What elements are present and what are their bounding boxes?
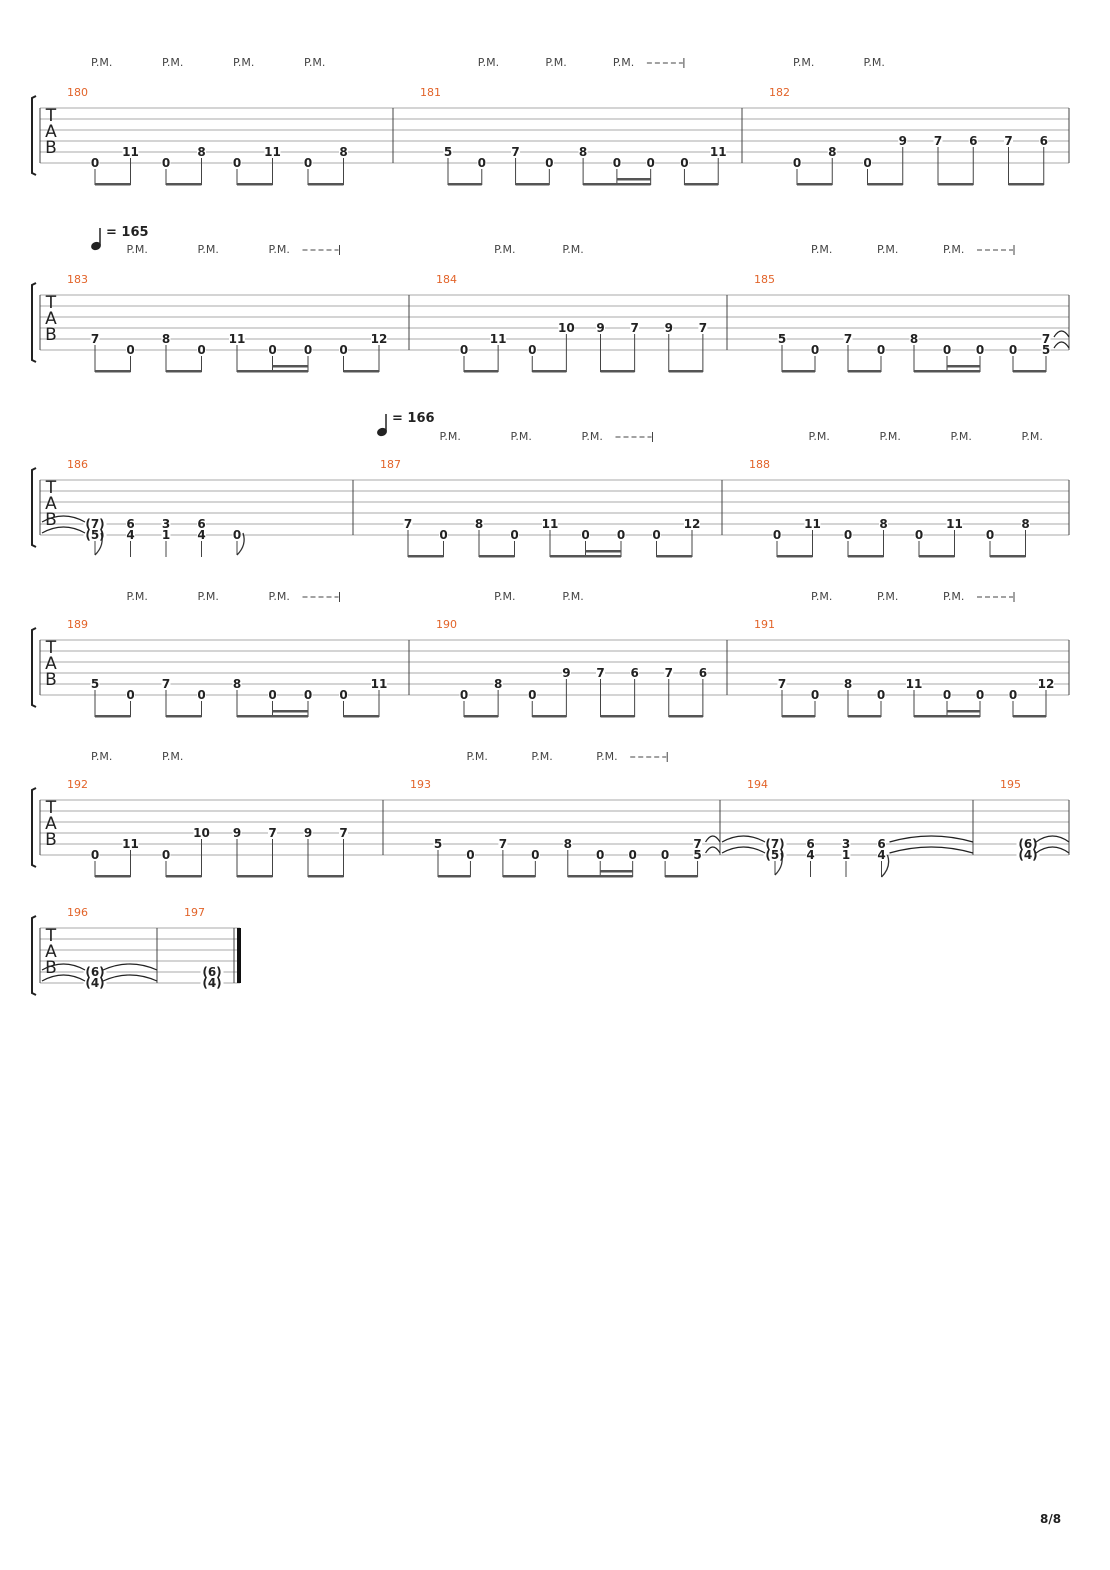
tab-clef-letter: T [45,926,57,946]
fret-number: 0 [531,848,540,862]
fret-number: 0 [810,343,820,357]
palm-mute-label: P.M. [91,750,113,763]
note-beam [550,555,621,558]
tie-out [706,847,720,853]
fret-number: 8 [474,517,484,531]
fret-number: 11 [489,332,507,346]
tab-clef-letter: A [45,309,57,329]
measure-number: 184 [436,273,457,286]
palm-mute-label: P.M. [877,243,899,256]
palm-mute-label: P.M. [943,243,965,256]
fret-number: 1 [841,848,851,862]
fret-number: 3 [161,517,171,531]
tie-out [706,836,720,842]
fret-number: 7 [933,134,943,148]
fret-number: 0 [985,528,995,542]
system-bracket [32,916,36,995]
note-beam [669,715,703,718]
note-beam [166,183,202,186]
palm-mute-label: P.M. [612,56,635,69]
fret-number: 0 [126,688,135,702]
palm-mute-label: P.M. [531,750,553,763]
note-beam [532,715,566,718]
system-bracket [32,788,36,867]
note-beam [516,183,550,186]
fret-number: 0 [975,343,985,357]
tab-clef-letter: A [45,122,57,142]
note-beam [95,715,131,718]
fret-number: 11 [541,517,559,531]
measure-number: 189 [67,618,88,631]
fret-number: 11 [264,145,281,159]
fret-number: 1 [161,528,171,542]
palm-mute-label: P.M. [950,430,972,443]
system-2 [32,228,1069,373]
fret-number: 9 [898,134,907,148]
palm-mute-label: P.M. [811,243,833,256]
fret-number: 11 [370,677,388,691]
fret-number: 7 [630,321,639,335]
note-beam [601,715,635,718]
fret-number: 7 [693,837,702,851]
tab-clef-letter: B [45,138,57,158]
measure-number: 195 [1000,778,1021,791]
fret-number: 0 [477,156,486,170]
fret-number: 6 [877,837,886,851]
palm-mute-label: P.M. [596,750,618,763]
fret-number: 5 [433,837,443,851]
fret-number: 12 [370,332,388,346]
palm-mute-label: P.M. [268,590,290,603]
fret-number: 0 [528,343,537,357]
note-beam [665,875,697,878]
fret-number: 10 [558,321,575,335]
fret-number: 9 [596,321,605,335]
tab-clef-letter: A [45,494,57,514]
fret-number: 0 [459,343,469,357]
fret-number: 0 [90,848,100,862]
measure-number: 193 [410,778,431,791]
note-beam [617,178,651,181]
fret-number: 6 [197,517,206,531]
tab-clef-letter: T [45,106,57,126]
palm-mute-label: P.M. [126,243,148,256]
note-beam [503,875,535,878]
fret-number: 8 [909,332,919,346]
fret-number: 0 [792,156,802,170]
note-beam [684,183,718,186]
palm-mute-label: P.M. [793,56,815,69]
fret-number: 8 [339,145,348,159]
fret-number: 0 [975,688,985,702]
fret-number: 0 [339,688,348,702]
note-beam [95,370,131,373]
note-beam [1013,370,1046,373]
fret-number: 9 [562,666,571,680]
palm-mute-label: P.M. [562,243,584,256]
tie-out [1054,342,1069,348]
palm-mute-label: P.M. [439,430,461,443]
fret-number: 0 [876,343,886,357]
note-beam [782,370,815,373]
fret-number: 0 [232,156,242,170]
tie-out [1036,847,1069,853]
fret-number: 7 [596,666,605,680]
fret-number: 0 [459,688,469,702]
fret-number: 8 [493,677,503,691]
note-beam [914,715,980,718]
fret-number: 4 [197,528,206,542]
tie-out [890,847,974,853]
fret-number: 0 [612,156,622,170]
fret-number: 9 [232,826,242,840]
palm-mute-label: P.M. [877,590,899,603]
note-beam [308,183,344,186]
tempo-marking: = 165 [106,225,149,240]
palm-mute-label: P.M. [879,430,901,443]
fret-number: 7 [1041,332,1051,346]
palm-mute-label: P.M. [510,430,532,443]
note-beam [464,715,498,718]
fret-number: 8 [828,145,837,159]
tab-clef-letter: B [45,510,57,530]
fret-number: 11 [804,517,821,531]
fret-number: 0 [876,688,886,702]
fret-number: 0 [303,688,313,702]
measure-number: 190 [436,618,457,631]
fret-number: 0 [303,156,313,170]
measure-number: 181 [420,86,441,99]
fret-number: 8 [578,145,588,159]
note-beam [438,875,470,878]
tie-out [1054,331,1069,337]
fret-number: 6 [969,134,978,148]
palm-mute-label: P.M. [126,590,148,603]
note-beam [1009,183,1044,186]
fret-number: 7 [843,332,853,346]
fret-number: 7 [268,826,277,840]
measure-number: 186 [67,458,88,471]
note-beam [1013,715,1046,718]
page-number: 8/8 [1040,1512,1062,1526]
palm-mute-label: P.M. [811,590,833,603]
palm-mute-label: P.M. [808,430,830,443]
fret-number: 0 [339,343,348,357]
fret-number: 0 [596,848,605,862]
fret-number: 12 [683,517,701,531]
note-beam [600,870,632,873]
system-bracket [32,628,36,707]
fret-number: 0 [90,156,100,170]
palm-mute-label: P.M. [162,56,184,69]
final-barline-thick [237,928,241,983]
fret-number: 0 [914,528,924,542]
fret-number: (6) [1018,837,1038,851]
fret-number: 0 [197,688,206,702]
system-4 [32,592,1069,718]
fret-number: 0 [126,343,135,357]
tab-clef-letter: A [45,942,57,962]
system-3 [32,414,1069,558]
fret-number: 5 [693,848,702,862]
note-beam [273,710,309,713]
fret-number: 5 [777,332,787,346]
fret-number: 11 [228,332,246,346]
fret-number: 7 [698,321,708,335]
fret-number: 6 [630,666,639,680]
note-beam [848,715,881,718]
fret-number: (4) [85,976,105,990]
measure-number: 197 [184,906,205,919]
system-bracket [32,468,36,547]
fret-number: 9 [664,321,673,335]
tab-clef-letter: B [45,830,57,850]
note-beam [777,555,813,558]
palm-mute-label: P.M. [581,430,603,443]
note-beam [583,183,651,186]
note-beam [947,710,980,713]
note-beam [166,370,202,373]
system-bracket [32,283,36,362]
measure-number: 182 [769,86,790,99]
measure-number: 194 [747,778,768,791]
palm-mute-label: P.M. [197,590,219,603]
fret-number: 0 [232,528,242,542]
tab-clef-letter: A [45,814,57,834]
fret-number: (5) [85,528,105,542]
palm-mute-label: P.M. [1021,430,1043,443]
palm-mute-label: P.M. [863,56,885,69]
fret-number: 0 [942,343,952,357]
measure-number: 183 [67,273,88,286]
note-beam [344,715,380,718]
palm-mute-label: P.M. [91,56,113,69]
note-beam [273,365,309,368]
fret-number: (7) [765,837,785,851]
fret-number: 6 [806,837,815,851]
fret-number: (4) [1018,848,1038,862]
fret-number: 7 [498,837,508,851]
palm-mute-label: P.M. [268,243,290,256]
palm-mute-label: P.M. [233,56,255,69]
fret-number: 8 [563,837,572,851]
fret-number: 0 [628,848,637,862]
measure-number: 187 [380,458,401,471]
fret-number: 7 [339,826,348,840]
fret-number: 11 [122,145,139,159]
note-beam [601,370,635,373]
fret-number: 4 [877,848,886,862]
fret-number: 12 [1037,677,1055,691]
note-beam [166,875,202,878]
note-beam [408,555,444,558]
tie-out [890,836,974,842]
fret-number: 7 [90,332,100,346]
fret-number: 0 [843,528,853,542]
tie-in [722,836,765,842]
palm-mute-label: P.M. [162,750,184,763]
fret-number: 0 [510,528,519,542]
fret-number: 4 [126,528,135,542]
note-beam [308,875,344,878]
fret-number: 0 [303,343,313,357]
measure-number: 192 [67,778,88,791]
palm-mute-label: P.M. [545,56,567,69]
note-beam [237,370,308,373]
palm-mute-label: P.M. [477,56,500,69]
fret-number: 7 [664,666,673,680]
system-5 [32,752,1069,878]
palm-mute-label: P.M. [197,243,219,256]
tab-clef-letter: T [45,478,57,498]
palm-mute-label: P.M. [943,590,965,603]
palm-mute-label: P.M. [494,590,516,603]
fret-number: 0 [161,848,171,862]
note-beam [782,715,815,718]
tab-clef-letter: T [45,798,57,818]
fret-number: 6 [698,666,708,680]
fret-number: 6 [1039,134,1048,148]
fret-number: (7) [85,517,105,531]
note-beam [848,370,881,373]
note-beam [237,875,273,878]
measure-number: 196 [67,906,88,919]
fret-number: 5 [443,145,453,159]
fret-number: 4 [806,848,815,862]
note-beam [797,183,832,186]
note-beam [166,715,202,718]
fret-number: 0 [581,528,590,542]
fret-number: 0 [660,848,670,862]
fret-number: 7 [777,677,787,691]
palm-mute-label: P.M. [494,243,516,256]
fret-number: 0 [439,528,448,542]
fret-number: 7 [161,677,171,691]
note-beam [669,370,703,373]
note-beam [448,183,482,186]
fret-number: 0 [268,343,277,357]
tab-clef-letter: B [45,958,57,978]
fret-number: 0 [545,156,554,170]
measure-number: 180 [67,86,88,99]
fret-number: 0 [161,156,171,170]
fret-number: 10 [193,826,210,840]
fret-number: (6) [85,965,105,979]
fret-number: 8 [232,677,242,691]
note-beam [479,555,515,558]
tie-out [1036,836,1069,842]
fret-number: 3 [841,837,851,851]
fret-number: 11 [122,837,139,851]
fret-number: 7 [403,517,413,531]
fret-number: 9 [303,826,313,840]
measure-number: 185 [754,273,775,286]
fret-number: 0 [646,156,655,170]
note-beam [237,715,308,718]
note-beam [464,370,498,373]
fret-number: 0 [810,688,820,702]
fret-number: 11 [946,517,963,531]
fret-number: 0 [528,688,537,702]
note-beam [532,370,566,373]
fret-number: 8 [1021,517,1030,531]
fret-number: 0 [466,848,475,862]
note-beam [947,365,980,368]
fret-number: 0 [652,528,661,542]
note-beam [344,370,380,373]
tie-out [103,964,157,970]
fret-number: 8 [161,332,171,346]
fret-number: 0 [1008,343,1018,357]
note-beam [848,555,884,558]
note-beam [95,875,131,878]
fret-number: 6 [126,517,135,531]
fret-number: 0 [863,156,872,170]
fret-number: 8 [879,517,888,531]
note-beam [914,370,980,373]
fret-number: 11 [709,145,727,159]
tie-out [103,975,157,981]
fret-number: 0 [680,156,689,170]
note-beam [586,550,622,553]
tie-in [722,847,765,853]
palm-mute-label: P.M. [562,590,584,603]
note-beam [657,555,693,558]
measure-number: 191 [754,618,775,631]
fret-number: 0 [942,688,952,702]
palm-mute-label: P.M. [304,56,326,69]
fret-number: 0 [1008,688,1018,702]
fret-number: (5) [765,848,785,862]
note-beam [919,555,955,558]
fret-number: 11 [905,677,923,691]
tab-clef-letter: B [45,670,57,690]
fret-number: 5 [90,677,100,691]
note-beam [990,555,1026,558]
fret-number: 0 [197,343,206,357]
fret-number: 7 [1004,134,1013,148]
system-bracket [32,96,36,175]
note-beam [868,183,903,186]
note-beam [95,183,131,186]
tab-clef-letter: B [45,325,57,345]
tab-clef-letter: T [45,293,57,313]
tempo-marking: = 166 [392,411,435,426]
fret-number: 8 [197,145,206,159]
palm-mute-label: P.M. [466,750,488,763]
fret-number: (4) [202,976,222,990]
note-beam [237,183,273,186]
tab-clef-letter: T [45,638,57,658]
fret-number: (6) [202,965,222,979]
note-beam [938,183,973,186]
tab-clef-letter: A [45,654,57,674]
fret-number: 7 [511,145,520,159]
fret-number: 0 [772,528,782,542]
fret-number: 0 [616,528,626,542]
fret-number: 5 [1041,343,1051,357]
note-beam [568,875,633,878]
fret-number: 8 [843,677,853,691]
measure-number: 188 [749,458,770,471]
fret-number: 0 [268,688,277,702]
